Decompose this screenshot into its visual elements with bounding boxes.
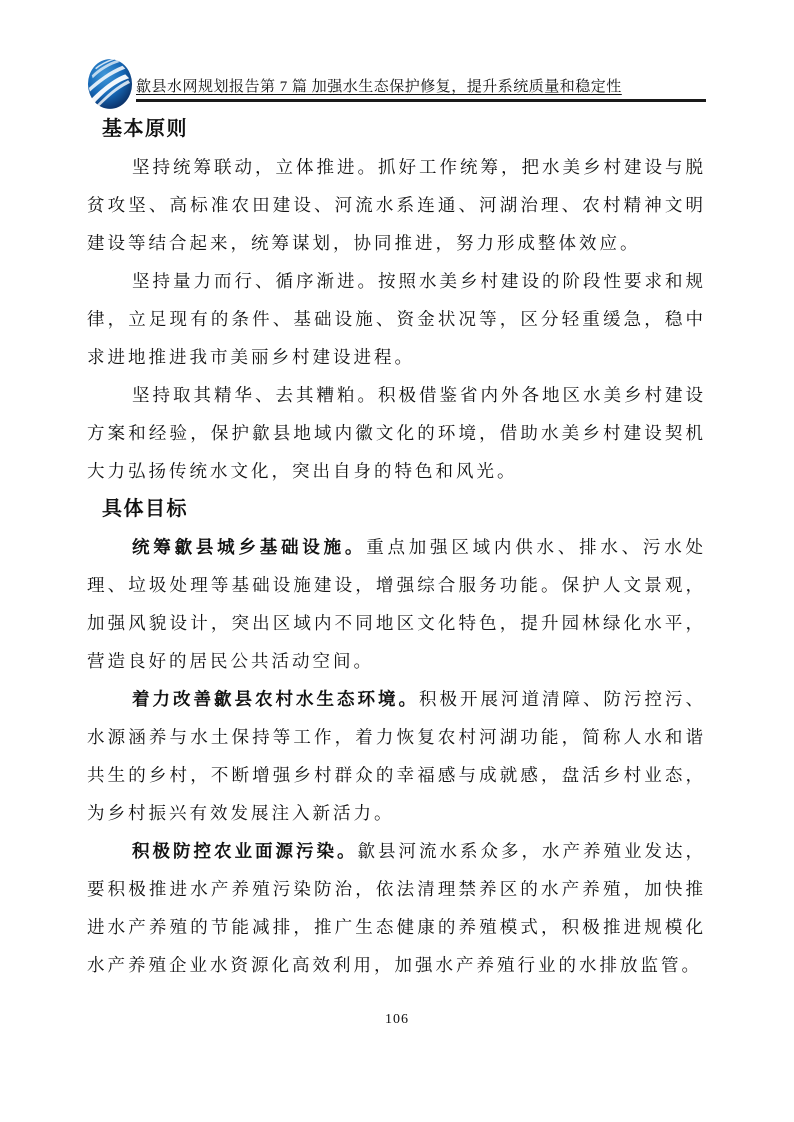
paragraph-text: 坚持取其精华、去其糟粕。积极借鉴省内外各地区水美乡村建设方案和经验，保护歙县地域内徽文化的环境，借助水美乡村建设契机大力弘扬传统水文化，突出自身的特色和风光。 bbox=[87, 385, 706, 481]
paragraph-lead: 着力改善歙县农村水生态环境。 bbox=[132, 689, 419, 709]
paragraph-urban-rural-infrastructure bbox=[87, 528, 706, 680]
paragraph-rural-water-ecology bbox=[87, 680, 706, 832]
page-number: 106 bbox=[385, 1012, 409, 1027]
paragraph-text: 重点加强区域内供水、排水、污水处理、垃圾处理等基础设施建设，增强综合服务功能。保护人文景观，加强风貌设计，突出区域内不同地区文化特色，提升园林绿化水平，营造良好的居民公共活动空间。 bbox=[87, 537, 707, 671]
water-network-logo-icon bbox=[87, 57, 133, 111]
paragraph-take-essence bbox=[87, 376, 706, 490]
header-rule bbox=[136, 75, 706, 102]
paragraph-coordinated-advance bbox=[87, 148, 706, 262]
section-heading-basic-principles: 基本原则 bbox=[102, 118, 188, 140]
paragraph-lead: 积极防控农业面源污染。 bbox=[132, 841, 358, 861]
page-footer bbox=[0, 1010, 794, 1028]
paragraph-text: 坚持量力而行、循序渐进。按照水美乡村建设的阶段性要求和规律，立足现有的条件、基础设施、资金状况等，区分轻重缓急，稳中求进地推进我市美丽乡村建设进程。 bbox=[87, 271, 706, 367]
paragraph-text: 积极开展河道清障、防污控污、水源涵养与水土保持等工作，着力恢复农村河湖功能，简称人水和谐共生的乡村，不断增强乡村群众的幸福感与成就感，盘活乡村业态，为乡村振兴有效发展注入新活力。 bbox=[87, 689, 706, 823]
paragraph-text: 歙县河流水系众多，水产养殖业发达，要积极推进水产养殖污染防治，依法清理禁养区的水产养殖，加快推进水产养殖的节能减排，推广生态健康的养殖模式，积极推进规模化水产养殖企业水资源化高效利用，加强水产养殖行业的水排放监管。 bbox=[87, 841, 706, 975]
paragraph-act-within-means bbox=[87, 262, 706, 376]
document-body bbox=[87, 110, 706, 984]
paragraph-text: 坚持统筹联动，立体推进。抓好工作统筹，把水美乡村建设与脱贫攻坚、高标准农田建设、河流水系连通、河湖治理、农村精神文明建设等结合起来，统筹谋划，协同推进，努力形成整体效应。 bbox=[87, 157, 706, 253]
section-heading-specific-goals: 具体目标 bbox=[102, 498, 188, 520]
paragraph-agricultural-pollution-control bbox=[87, 832, 706, 984]
paragraph-lead: 统筹歙县城乡基础设施。 bbox=[132, 537, 367, 557]
header-title: 歙县水网规划报告第 7 篇 加强水生态保护修复，提升系统质量和稳定性 bbox=[136, 79, 622, 95]
page-header bbox=[87, 57, 706, 102]
